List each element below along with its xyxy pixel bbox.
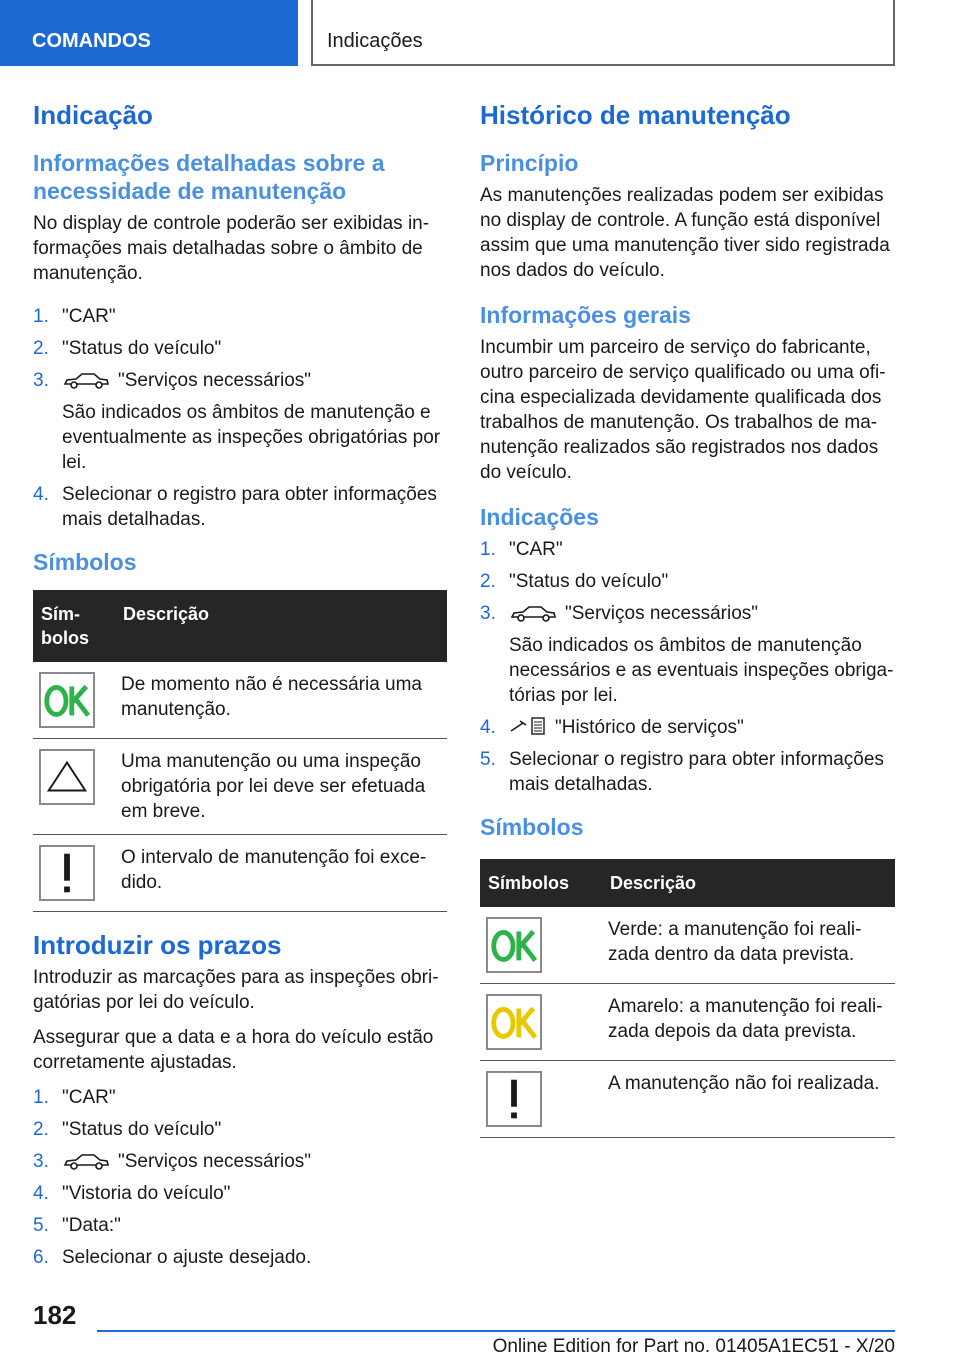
service-history-icon	[509, 715, 547, 737]
symbols-table	[480, 859, 895, 1138]
symbols-table	[33, 590, 447, 912]
section-tab: Indicações	[311, 0, 895, 66]
column-header: Sím-bolos	[33, 590, 115, 662]
list-item: 4. "Vistoria do veículo"	[33, 1183, 231, 1204]
table-row: A manutenção não foi realizada.	[480, 1061, 895, 1138]
table-row: De momento não é necessária uma manutenção.	[33, 662, 447, 739]
exclamation-icon	[486, 1071, 542, 1127]
page-title: Indicação	[33, 100, 153, 130]
footer-divider	[97, 1330, 895, 1332]
ok-green-icon	[39, 672, 95, 728]
list-item: 3. "Serviços necessários" São indicados os âmbitos de manutenção necessários e as eventuais inspeções obriga-tórias por lei.	[480, 603, 894, 706]
warning-triangle-icon	[39, 749, 95, 805]
list-item: 4. Selecionar o registro para obter informações mais detalhadas.	[33, 484, 437, 530]
list-item: 3. "Serviços necessários"	[33, 1151, 312, 1172]
chapter-tab: COMANDOS	[0, 0, 298, 66]
list-item: 4. "Histórico de serviços"	[480, 717, 744, 738]
car-service-icon	[62, 370, 110, 390]
section-heading-details: Informações detalhadas sobre a necessidade de manutenção	[33, 150, 385, 204]
page-number: 182	[33, 1300, 77, 1330]
edition-note: Online Edition for Part no. 01405A1EC51 - X/20	[492, 1336, 895, 1357]
right-column	[480, 100, 895, 1138]
list-item: 1. "CAR"	[480, 539, 563, 560]
list-item: 2. "Status do veículo"	[480, 571, 669, 592]
left-column	[33, 100, 447, 1278]
column-header: Símbolos	[480, 859, 602, 907]
table-header-row	[33, 590, 447, 662]
list-item: 5. "Data:"	[33, 1215, 121, 1236]
paragraph: Incumbir um parceiro de serviço do fabricante, outro parceiro de serviço qualificado ou uma ofi-cina especializada devidamente qualificada dos trabalhos de manutenção. Os trabalhos de ma-nutenção realizados são registrados nos dados do veículo.	[480, 337, 886, 483]
paragraph: Introduzir as marcações para as inspeções obri-gatórias por lei do veículo.	[33, 967, 439, 1013]
ok-green-icon	[486, 917, 542, 973]
section-heading-principle: Princípio	[480, 150, 579, 176]
table-row: O intervalo de manutenção foi exce-dido.	[33, 835, 447, 912]
section-heading-indications: Indicações	[480, 504, 599, 530]
steps-list	[33, 1085, 447, 1270]
page-header	[0, 0, 960, 66]
section-heading-deadlines: Introduzir os prazos	[33, 930, 282, 960]
table-row: Verde: a manutenção foi reali-zada dentro da data prevista.	[480, 907, 895, 984]
paragraph: Assegurar que a data e a hora do veículo estão corretamente ajustadas.	[33, 1027, 434, 1073]
table-row: Amarelo: a manutenção foi reali-zada depois da data prevista.	[480, 984, 895, 1061]
table-header-row	[480, 859, 895, 907]
column-header: Descrição	[602, 859, 895, 907]
list-item: 1. "CAR"	[33, 306, 116, 327]
list-item: 2. "Status do veículo"	[33, 1119, 222, 1140]
section-heading-general: Informações gerais	[480, 302, 691, 328]
section-title-history: Histórico de manutenção	[480, 100, 791, 130]
section-heading-symbols: Símbolos	[480, 814, 584, 840]
list-item: 1. "CAR"	[33, 1087, 116, 1108]
paragraph: As manutenções realizadas podem ser exibidas no display de controle. A função está disponível assim que uma manutenção tiver sido registrada nos dados do veículo.	[480, 185, 890, 281]
ok-yellow-icon	[486, 994, 542, 1050]
section-heading-symbols: Símbolos	[33, 549, 137, 575]
steps-list	[33, 304, 447, 532]
exclamation-icon	[39, 845, 95, 901]
paragraph: No display de controle poderão ser exibidas in-formações mais detalhadas sobre o âmbito de manutenção.	[33, 213, 430, 284]
list-item: 6. Selecionar o ajuste desejado.	[33, 1247, 312, 1268]
list-item: 2. "Status do veículo"	[33, 338, 222, 359]
steps-list	[480, 537, 895, 797]
car-service-icon	[62, 1151, 110, 1171]
list-item: 3. "Serviços necessários" São indicados os âmbitos de manutenção e eventualmente as inspeções obrigatórias por lei.	[33, 370, 441, 473]
table-row: Uma manutenção ou uma inspeção obrigatória por lei deve ser efetuada em breve.	[33, 739, 447, 835]
column-header: Descrição	[115, 590, 447, 662]
list-item: 5. Selecionar o registro para obter informações mais detalhadas.	[480, 749, 884, 795]
car-service-icon	[509, 603, 557, 623]
